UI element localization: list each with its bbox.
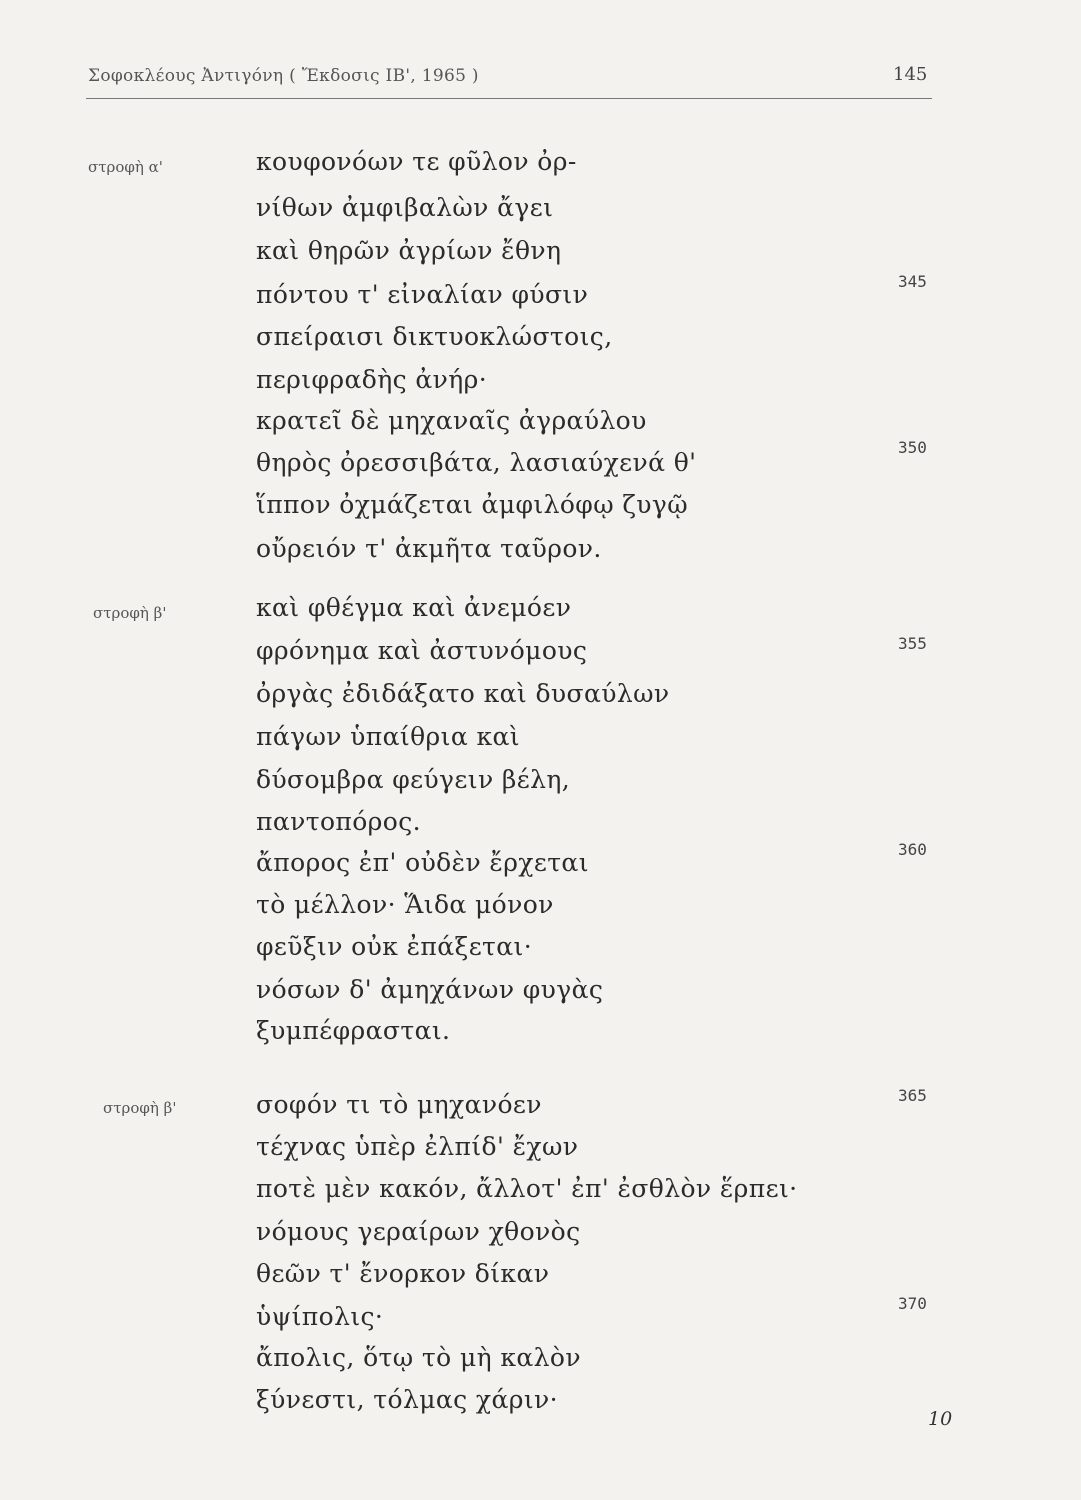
verse-line: σπείραισι δικτυοκλώστοις, — [256, 322, 613, 351]
verse-line: τέχνας ὑπὲρ ἐλπίδ' ἔχων — [256, 1132, 579, 1161]
line-number: 350 — [898, 438, 927, 457]
header-rule — [86, 98, 932, 99]
verse-line: οὔρειόν τ' ἀκμῆτα ταῦρον. — [256, 534, 602, 563]
verse-line: ἵππον ὀχμάζεται ἀμφιλόφῳ ζυγῷ — [256, 490, 688, 519]
line-number: 355 — [898, 634, 927, 653]
verse-line: περιφραδὴς ἀνήρ· — [256, 365, 488, 394]
page-number: 145 — [893, 64, 928, 85]
running-head: Σοφοκλέους Ἀντιγόνη ( Ἔκδοσις ΙΒ', 1965 ) — [88, 66, 479, 86]
verse-line: νόμους γεραίρων χθονὸς — [256, 1217, 581, 1246]
stanza-label: στροφὴ β' — [103, 1099, 177, 1117]
verse-line: νίθων ἀμφιβαλὼν ἄγει — [256, 193, 554, 222]
line-number: 365 — [898, 1086, 927, 1105]
verse-line: καὶ φθέγμα καὶ ἀνεμόεν — [256, 593, 572, 622]
stanza-label: στροφὴ α' — [88, 158, 163, 176]
verse-line: πόντου τ' εἰναλίαν φύσιν — [256, 280, 589, 309]
verse-line: κρατεῖ δὲ μηχαναῖς ἀγραύλου — [256, 406, 647, 435]
verse-line: παντοπόρος. — [256, 807, 421, 836]
verse-line: θεῶν τ' ἔνορκον δίκαν — [256, 1259, 550, 1288]
verse-line: δύσομβρα φεύγειν βέλη, — [256, 765, 571, 794]
verse-line: φρόνημα καὶ ἀστυνόμους — [256, 636, 588, 665]
verse-line: πάγων ὑπαίθρια καὶ — [256, 722, 520, 751]
line-number: 345 — [898, 272, 927, 291]
verse-line: σοφόν τι τὸ μηχανόεν — [256, 1090, 542, 1119]
line-number: 370 — [898, 1294, 927, 1313]
verse-line: ποτὲ μὲν κακόν, ἄλλοτ' ἐπ' ἐσθλὸν ἕρπει· — [256, 1174, 798, 1203]
verse-line: ὑψίπολις· — [256, 1302, 384, 1331]
verse-line: τὸ μέλλον· Ἅιδα μόνον — [256, 890, 554, 919]
verse-line: καὶ θηρῶν ἀγρίων ἔθνη — [256, 236, 562, 265]
verse-line: ἄπολις, ὅτῳ τὸ μὴ καλὸν — [256, 1343, 581, 1372]
verse-line: θηρὸς ὀρεσσιβάτα, λασιαύχενά θ' — [256, 448, 697, 477]
verse-line: φεῦξιν οὐκ ἐπάξεται· — [256, 932, 533, 961]
verse-line: ὀργὰς ἐδιδάξατο καὶ δυσαύλων — [256, 679, 670, 708]
line-number: 360 — [898, 840, 927, 859]
verse-line: ξυμπέφρασται. — [256, 1016, 451, 1045]
verse-line: κουφονόων τε φῦλον ὀρ- — [256, 147, 577, 176]
stanza-label: στροφὴ β' — [93, 604, 167, 622]
verse-line: ἄπορος ἐπ' οὐδὲν ἔρχεται — [256, 848, 589, 877]
verse-line: ξύνεστι, τόλμας χάριν· — [256, 1385, 558, 1414]
verse-line: νόσων δ' ἀμηχάνων φυγὰς — [256, 975, 604, 1004]
signature-mark: 10 — [928, 1408, 953, 1430]
